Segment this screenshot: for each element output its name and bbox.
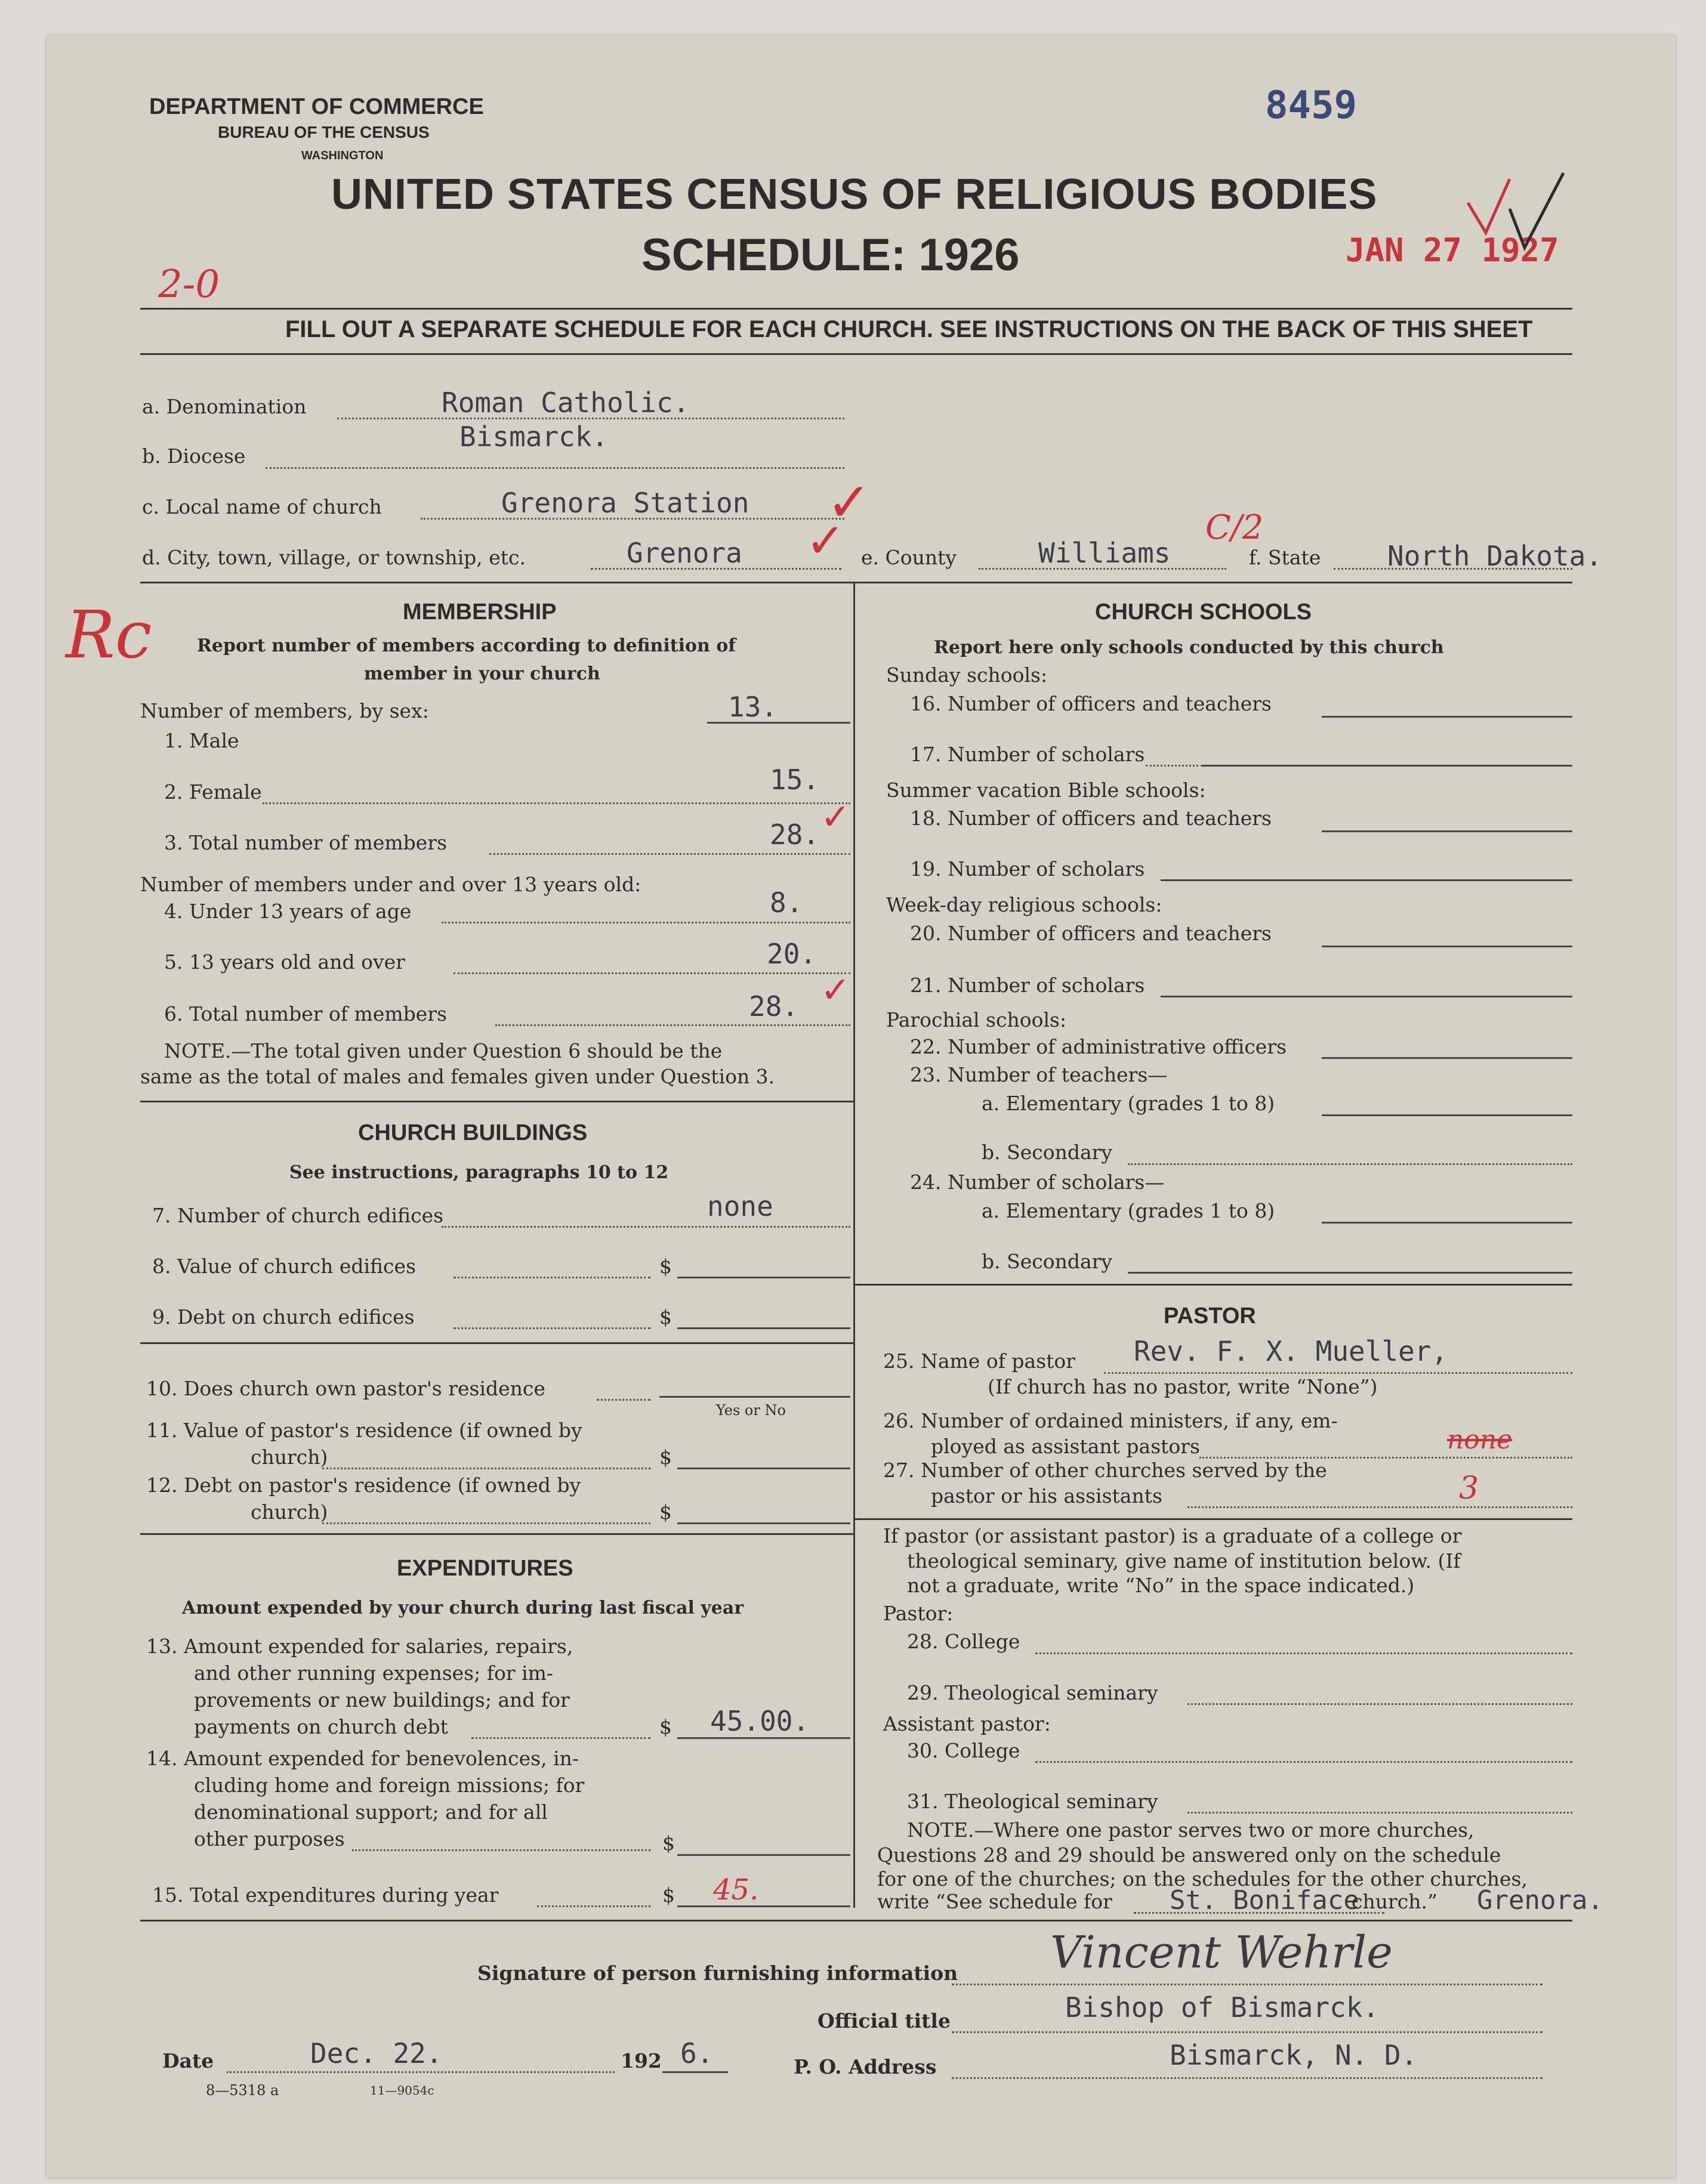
running-expenses-field[interactable]: 45.00. — [710, 1705, 810, 1737]
dollar-sign: $ — [662, 1883, 675, 1907]
q13-label-3: provements or new buildings; and for — [194, 1688, 570, 1712]
dollar-sign: $ — [662, 1831, 675, 1855]
washington-label: WASHINGTON — [301, 149, 384, 162]
membership-sub: Report number of members according to definition of — [197, 635, 736, 656]
date-line — [227, 2071, 615, 2073]
q15-line — [677, 1905, 850, 1907]
q8-dots — [454, 1277, 650, 1278]
assistant-sub-label: Assistant pastor: — [883, 1712, 1051, 1735]
q23a-label: a. Elementary (grades 1 to 8) — [982, 1092, 1275, 1115]
official-title-label: Official title — [817, 2009, 951, 2032]
diocese-label: b. Diocese — [142, 444, 246, 468]
official-title-line — [952, 2031, 1543, 2033]
see-schedule-church-field[interactable]: St. Boniface — [1170, 1885, 1359, 1916]
county-field[interactable]: Williams — [1038, 537, 1171, 569]
pastor-note-4: write “See schedule for — [877, 1890, 1112, 1913]
year-field[interactable]: 6. — [680, 2037, 714, 2069]
secondary-scholars-field[interactable] — [1128, 1272, 1572, 1274]
elementary-scholars-field[interactable] — [1322, 1222, 1572, 1224]
over-13-field[interactable]: 20. — [767, 938, 817, 970]
sunday-teachers-field[interactable] — [1322, 716, 1572, 718]
state-field[interactable]: North Dakota. — [1387, 540, 1603, 572]
q23b-label: b. Secondary — [982, 1141, 1113, 1164]
pastor-name-field[interactable]: Rev. F. X. Mueller, — [1134, 1335, 1448, 1367]
q19-label: 19. Number of scholars — [910, 857, 1145, 881]
q9-dots — [454, 1327, 650, 1329]
by-age-label: Number of members under and over 13 years old: — [140, 873, 641, 896]
parochial-officers-field[interactable] — [1322, 1057, 1572, 1059]
q21-label: 21. Number of scholars — [910, 974, 1145, 997]
column-divider — [853, 583, 855, 1908]
male-field[interactable]: 13. — [728, 691, 778, 723]
weekday-scholars-field[interactable] — [1161, 996, 1572, 997]
year-prefix: 192 — [621, 2049, 662, 2072]
handwritten-mark: C/2 — [1205, 508, 1264, 547]
official-title-field[interactable]: Bishop of Bismarck. — [1065, 1991, 1380, 2024]
q22-label: 22. Number of administrative officers — [910, 1035, 1287, 1058]
membership-rule — [140, 1101, 853, 1102]
weekday-label: Week-day religious schools: — [886, 893, 1162, 916]
checkmark-icon: ✓ — [806, 513, 846, 569]
q13-line — [677, 1737, 850, 1739]
checkmark-icon: ✓ — [826, 471, 872, 534]
benevolences-field[interactable] — [677, 1854, 850, 1856]
q14-label: 14. Amount expended for benevolences, in- — [146, 1747, 579, 1770]
checkmark-icon — [1462, 167, 1569, 257]
form-number: 8—5318 a — [206, 2082, 279, 2099]
q10-dots — [597, 1399, 650, 1401]
q3-label: 3. Total number of members — [164, 831, 448, 854]
handwritten-code: 2-0 — [158, 262, 220, 307]
q28-label: 28. College — [907, 1630, 1020, 1653]
summer-scholars-field[interactable] — [1161, 879, 1572, 881]
q16-label: 16. Number of officers and teachers — [910, 692, 1272, 715]
pastor-note-3: for one of the churches; on the schedules for the other churches, — [877, 1867, 1528, 1890]
po-address-label: P. O. Address — [794, 2055, 937, 2078]
expenditures-heading: EXPENDITURES — [397, 1556, 573, 1581]
q12-label: 12. Debt on pastor's residence (if owned by — [146, 1473, 581, 1497]
total-age-line — [495, 1024, 850, 1026]
signature-label: Signature of person furnishing information — [477, 1961, 958, 1985]
q13-dots — [471, 1737, 650, 1739]
total-by-age-field[interactable]: 28. — [749, 990, 799, 1023]
q26-label-2: ployed as assistant pastors — [931, 1435, 1200, 1458]
state-label: f. State — [1249, 546, 1321, 569]
denomination-field[interactable]: Roman Catholic. — [442, 387, 690, 419]
under-13-field[interactable]: 8. — [770, 886, 803, 919]
q8-label: 8. Value of church edifices — [152, 1255, 417, 1278]
q6-label: 6. Total number of members — [164, 1002, 448, 1025]
handwritten-initials: Rc — [66, 597, 152, 673]
residence-value-field[interactable] — [677, 1468, 850, 1469]
assistant-pastors-field[interactable]: none — [1447, 1425, 1513, 1455]
schools-heading: CHURCH SCHOOLS — [1095, 600, 1312, 625]
header-rule — [140, 308, 1572, 310]
pastor-seminary-field[interactable] — [1187, 1703, 1572, 1705]
q15-label: 15. Total expenditures during year — [152, 1883, 499, 1907]
q30-label: 30. College — [907, 1739, 1020, 1762]
date-field[interactable]: Dec. 22. — [310, 2037, 443, 2069]
female-line — [263, 802, 850, 804]
assistant-college-field[interactable] — [1035, 1761, 1572, 1763]
q25-note: (If church has no pastor, write “None”) — [988, 1375, 1378, 1398]
summer-label: Summer vacation Bible schools: — [886, 779, 1206, 802]
buildings-bottom-rule — [140, 1533, 853, 1535]
edifices-line — [442, 1226, 850, 1228]
po-address-line — [952, 2077, 1543, 2079]
elementary-teachers-field[interactable] — [1322, 1114, 1572, 1116]
q13-label: 13. Amount expended for salaries, repairs, — [146, 1635, 573, 1658]
q2-label: 2. Female — [164, 780, 262, 804]
q11-dots — [322, 1468, 650, 1469]
other-churches-line — [1187, 1506, 1572, 1508]
denomination-label: a. Denomination — [142, 395, 307, 418]
q12-label-2: church) — [251, 1500, 328, 1524]
buildings-rule — [140, 1342, 853, 1344]
q31-label: 31. Theological seminary — [907, 1790, 1158, 1813]
q7-label: 7. Number of church edifices — [152, 1204, 444, 1227]
by-sex-label: Number of members, by sex: — [140, 699, 429, 722]
q9-label: 9. Debt on church edifices — [152, 1305, 415, 1329]
yes-no-hint: Yes or No — [716, 1402, 786, 1419]
q13-label-4: payments on church debt — [194, 1715, 448, 1738]
q14-dots — [352, 1849, 650, 1851]
local-name-field[interactable]: Grenora Station — [501, 487, 749, 519]
q23-label: 23. Number of teachers— — [910, 1063, 1168, 1086]
diocese-field[interactable]: Bismarck. — [459, 421, 609, 453]
edifices-field[interactable]: none — [707, 1190, 773, 1222]
parochial-label: Parochial schools: — [886, 1008, 1067, 1031]
graduate-instructions-2: theological seminary, give name of institution below. (If — [907, 1549, 1461, 1573]
dollar-sign: $ — [659, 1305, 672, 1329]
checkmark-icon: ✓ — [820, 796, 851, 838]
expenditures-sub: Amount expended by your church during last fiscal year — [182, 1598, 744, 1618]
under-13-line — [442, 922, 850, 923]
pastor-note-4b: church.” — [1352, 1890, 1437, 1913]
pastor-college-field[interactable] — [1035, 1652, 1572, 1654]
owns-residence-field[interactable] — [659, 1396, 850, 1398]
summer-teachers-field[interactable] — [1322, 830, 1572, 832]
weekday-teachers-field[interactable] — [1322, 946, 1572, 947]
q17-dots — [1146, 765, 1202, 767]
q14-label-4: other purposes — [194, 1827, 345, 1851]
see-schedule-place: Grenora. — [1477, 1885, 1603, 1916]
edifice-value-field[interactable] — [677, 1277, 850, 1278]
po-address-field[interactable]: Bismarck, N. D. — [1170, 2039, 1418, 2071]
date-label: Date — [162, 2049, 214, 2072]
membership-sub2: member in your church — [364, 663, 600, 684]
print-number: 11—9054c — [370, 2083, 434, 2097]
graduate-instructions-3: not a graduate, write “No” in the space indicated.) — [907, 1574, 1415, 1597]
pastor-note-2: Questions 28 and 29 should be answered only on the schedule — [877, 1843, 1501, 1867]
schools-rule — [855, 1284, 1572, 1286]
sunday-scholars-field[interactable] — [1202, 765, 1572, 767]
assistant-seminary-field[interactable] — [1187, 1812, 1572, 1814]
sunday-label: Sunday schools: — [886, 663, 1048, 687]
dollar-sign: $ — [659, 1715, 672, 1738]
identity-rule — [140, 582, 1572, 583]
total-sex-line — [489, 853, 850, 855]
q27-label-2: pastor or his assistants — [931, 1484, 1162, 1508]
male-line — [707, 722, 850, 724]
q24-label: 24. Number of scholars— — [910, 1170, 1165, 1194]
q13-label-2: and other running expenses; for im- — [194, 1661, 554, 1685]
over-13-line — [454, 972, 850, 974]
residence-debt-field[interactable] — [677, 1522, 850, 1524]
city-label: d. City, town, village, or township, etc. — [142, 546, 526, 569]
q18-label: 18. Number of officers and teachers — [910, 807, 1272, 830]
graduate-instructions-1: If pastor (or assistant pastor) is a graduate of a college or — [883, 1524, 1462, 1547]
membership-note-1: NOTE.—The total given under Question 6 should be the — [164, 1039, 723, 1062]
q10-label: 10. Does church own pastor's residence — [146, 1377, 545, 1400]
q20-label: 20. Number of officers and teachers — [910, 922, 1272, 945]
q17-label: 17. Number of scholars — [910, 743, 1145, 766]
q11-label-2: church) — [251, 1445, 328, 1469]
dollar-sign: $ — [659, 1500, 672, 1524]
checkmark-icon: ✓ — [820, 969, 851, 1011]
lower-rule — [140, 1920, 1572, 1922]
q12-dots — [322, 1522, 650, 1524]
pastor-heading: PASTOR — [1164, 1303, 1256, 1329]
q24a-label: a. Elementary (grades 1 to 8) — [982, 1199, 1275, 1222]
form-title: UNITED STATES CENSUS OF RELIGIOUS BODIES — [331, 171, 1378, 218]
other-churches-field[interactable]: 3 — [1459, 1471, 1479, 1506]
membership-note-2: same as the total of males and females given under Question 3. — [140, 1065, 775, 1088]
q14-label-2: cluding home and foreign missions; for — [194, 1774, 585, 1797]
pastor-rule — [855, 1518, 1572, 1520]
q4-label: 4. Under 13 years of age — [164, 900, 412, 923]
pastor-note-1: NOTE.—Where one pastor serves two or more churches, — [907, 1818, 1474, 1842]
q24b-label: b. Secondary — [982, 1250, 1113, 1273]
q25-label: 25. Name of pastor — [883, 1349, 1076, 1373]
received-date-stamp: JAN 27 1927 — [1346, 231, 1559, 269]
pastor-name-line — [1104, 1372, 1572, 1374]
buildings-heading: CHURCH BUILDINGS — [358, 1120, 588, 1145]
dollar-sign: $ — [659, 1445, 672, 1469]
female-field[interactable]: 15. — [770, 764, 820, 796]
pastor-sub-label: Pastor: — [883, 1602, 954, 1625]
total-by-sex-field[interactable]: 28. — [770, 818, 820, 851]
q26-label: 26. Number of ordained ministers, if any, em- — [883, 1409, 1338, 1432]
q14-label-3: denominational support; and for all — [194, 1800, 548, 1824]
department-name: DEPARTMENT OF COMMERCE — [149, 94, 484, 119]
dollar-sign: $ — [659, 1255, 672, 1278]
q15-dots — [537, 1905, 650, 1907]
q29-label: 29. Theological seminary — [907, 1681, 1158, 1704]
city-field[interactable]: Grenora — [627, 537, 742, 569]
instruction-rule — [140, 353, 1572, 355]
q5-label: 5. 13 years old and over — [164, 950, 405, 974]
signature-field[interactable]: Vincent Wehrle — [1050, 1927, 1393, 1978]
membership-heading: MEMBERSHIP — [403, 600, 557, 625]
secondary-teachers-field[interactable] — [1128, 1163, 1572, 1165]
schools-sub: Report here only schools conducted by this church — [934, 637, 1444, 658]
local-name-label: c. Local name of church — [142, 495, 382, 518]
q1-label: 1. Male — [164, 729, 239, 752]
county-label: e. County — [861, 546, 957, 569]
instruction-banner: FILL OUT A SEPARATE SCHEDULE FOR EACH CHURCH. SEE INSTRUCTIONS ON THE BACK OF THIS SHEET — [285, 316, 1533, 342]
edifice-debt-field[interactable] — [677, 1327, 850, 1329]
q11-label: 11. Value of pastor's residence (if owned by — [146, 1419, 582, 1442]
total-expenditures-field[interactable]: 45. — [713, 1873, 759, 1907]
buildings-sub: See instructions, paragraphs 10 to 12 — [289, 1162, 669, 1183]
year-line — [662, 2071, 728, 2073]
diocese-line — [266, 467, 844, 469]
schedule-title: SCHEDULE: 1926 — [641, 230, 1020, 280]
bureau-name: BUREAU OF THE CENSUS — [218, 123, 430, 141]
q27-label: 27. Number of other churches served by the — [883, 1459, 1327, 1482]
document-number-stamp: 8459 — [1265, 84, 1358, 128]
signature-line — [952, 1984, 1543, 1985]
